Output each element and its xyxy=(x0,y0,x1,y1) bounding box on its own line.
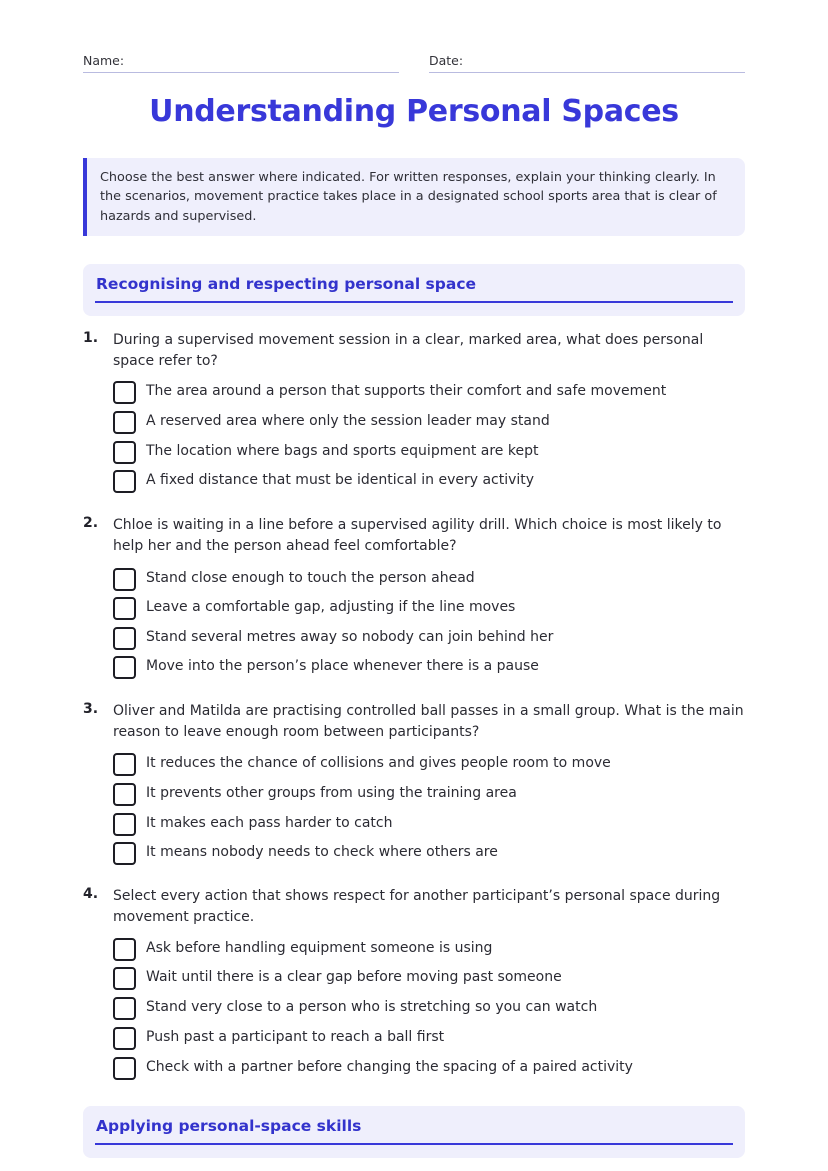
question-text: Select every action that shows respect for another participant’s personal space during movement practice. xyxy=(113,888,721,925)
option-label: Stand close enough to touch the person ahead xyxy=(146,570,475,586)
question-number: 3. xyxy=(83,701,99,717)
checkbox[interactable] xyxy=(113,597,136,620)
checkbox[interactable] xyxy=(113,938,136,961)
section-header-recognising xyxy=(83,264,745,316)
checkbox[interactable] xyxy=(113,568,136,591)
option-label: It makes each pass harder to catch xyxy=(146,815,393,831)
checkbox[interactable] xyxy=(113,813,136,836)
answer-option[interactable] xyxy=(113,627,745,651)
answer-option[interactable] xyxy=(113,470,745,494)
checkbox[interactable] xyxy=(113,381,136,404)
option-label: Push past a participant to reach a ball first xyxy=(146,1029,445,1045)
option-label: Leave a comfortable gap, adjusting if the line moves xyxy=(146,599,516,615)
checkbox[interactable] xyxy=(113,1027,136,1050)
checkbox[interactable] xyxy=(113,627,136,650)
checkbox[interactable] xyxy=(113,656,136,679)
answer-option[interactable] xyxy=(113,656,745,680)
answer-option[interactable] xyxy=(113,813,745,837)
answer-option[interactable] xyxy=(113,441,745,465)
checkbox[interactable] xyxy=(113,997,136,1020)
checkbox[interactable] xyxy=(113,967,136,990)
answer-option[interactable] xyxy=(113,783,745,807)
page-title: Understanding Personal Spaces xyxy=(149,94,679,129)
answer-option[interactable] xyxy=(113,1027,745,1051)
checkbox[interactable] xyxy=(113,842,136,865)
question-number: 2. xyxy=(83,515,99,531)
answer-option[interactable] xyxy=(113,997,745,1021)
section-header-applying xyxy=(83,1106,745,1158)
checkbox[interactable] xyxy=(113,753,136,776)
answer-option[interactable] xyxy=(113,938,745,962)
option-label: Move into the person’s place whenever there is a pause xyxy=(146,658,539,674)
answer-option[interactable] xyxy=(113,967,745,991)
answer-option[interactable] xyxy=(113,1057,745,1081)
question-text: Chloe is waiting in a line before a supervised agility drill. Which choice is most likely to help her and the person ahead feel comfortable? xyxy=(113,517,722,554)
option-label: Stand several metres away so nobody can join behind her xyxy=(146,629,554,645)
option-label: Stand very close to a person who is stretching so you can watch xyxy=(146,999,598,1015)
question-number: 1. xyxy=(83,330,99,346)
option-label: A fixed distance that must be identical in every activity xyxy=(146,472,535,488)
checkbox[interactable] xyxy=(113,783,136,806)
name-field[interactable] xyxy=(83,52,399,73)
answer-option[interactable] xyxy=(113,597,745,621)
option-label: Ask before handling equipment someone is using xyxy=(146,940,493,956)
question-text: Oliver and Matilda are practising controlled ball passes in a small group. What is the main reason to leave enough room between participants? xyxy=(113,703,744,740)
answer-option[interactable] xyxy=(113,381,745,405)
option-label: Check with a partner before changing the spacing of a paired activity xyxy=(146,1059,633,1075)
date-field[interactable] xyxy=(429,52,745,73)
answer-option[interactable] xyxy=(113,568,745,592)
section-divider xyxy=(95,301,733,303)
checkbox[interactable] xyxy=(113,411,136,434)
section-label: Recognising and respecting personal space xyxy=(96,275,477,293)
option-label: It prevents other groups from using the training area xyxy=(146,785,517,801)
option-label: Wait until there is a clear gap before moving past someone xyxy=(146,969,562,985)
date-label: Date: xyxy=(429,53,464,68)
question-text: During a supervised movement session in a clear, marked area, what does personal space refer to? xyxy=(113,332,704,369)
option-label: It reduces the chance of collisions and gives people room to move xyxy=(146,755,611,771)
checkbox[interactable] xyxy=(113,441,136,464)
answer-option[interactable] xyxy=(113,753,745,777)
checkbox[interactable] xyxy=(113,470,136,493)
name-label: Name: xyxy=(83,53,125,68)
option-label: The location where bags and sports equipment are kept xyxy=(146,443,539,459)
option-label: The area around a person that supports their comfort and safe movement xyxy=(146,383,667,399)
checkbox[interactable] xyxy=(113,1057,136,1080)
section-label: Applying personal-space skills xyxy=(96,1117,362,1135)
option-label: It means nobody needs to check where others are xyxy=(146,844,498,860)
answer-option[interactable] xyxy=(113,411,745,435)
answer-option[interactable] xyxy=(113,842,745,866)
question-number: 4. xyxy=(83,886,99,902)
option-label: A reserved area where only the session leader may stand xyxy=(146,413,550,429)
section-divider xyxy=(95,1143,733,1145)
name-date-row xyxy=(83,52,745,74)
instructions-box: Choose the best answer where indicated. For written responses, explain your thinking clearly. In the scenarios, movement practice takes place in a designated school sports area that is clear of hazards and supervised. xyxy=(83,158,745,236)
